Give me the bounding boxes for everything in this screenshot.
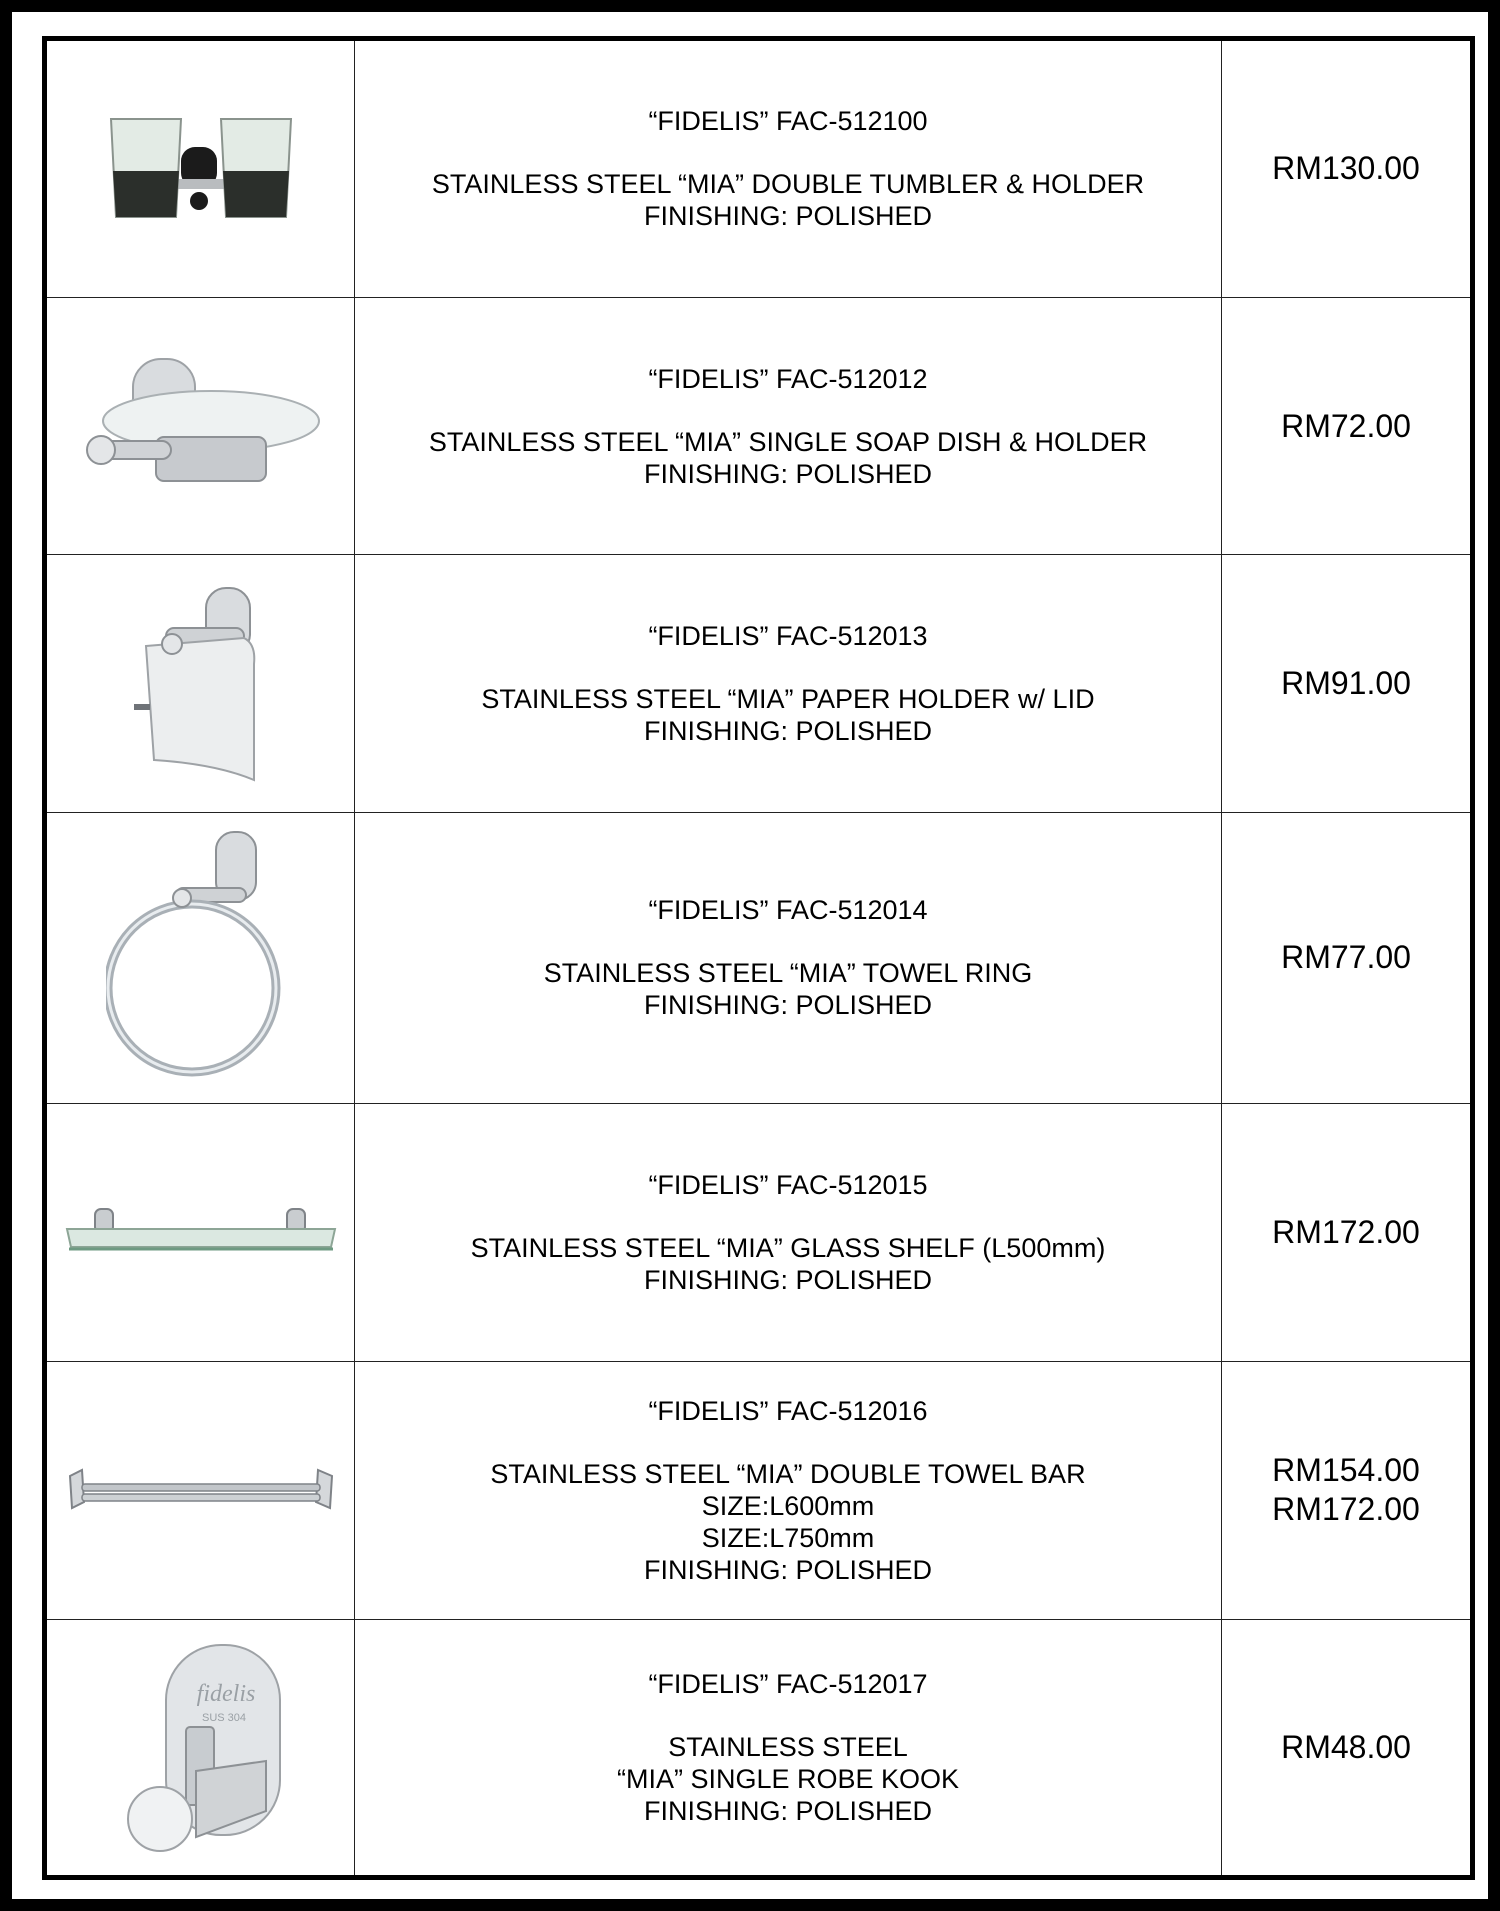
description-line: STAINLESS STEEL “MIA” DOUBLE TOWEL BAR: [490, 1458, 1086, 1489]
finishing-line: FINISHING: POLISHED: [643, 1796, 933, 1827]
product-price-cell: [1222, 1620, 1473, 1878]
description-line: STAINLESS STEEL “MIA” TOWEL RING: [543, 958, 1033, 989]
product-description-cell: [355, 1103, 1222, 1361]
description-line: STAINLESS STEEL “MIA” SINGLE SOAP DISH & HOLDER: [428, 426, 1148, 457]
price: RM77.00: [1281, 939, 1411, 976]
brand-logo-subtext: SUS 304: [201, 1711, 246, 1724]
robe-hook-image: [116, 1641, 286, 1855]
product-price-cell: [1222, 1361, 1473, 1620]
double-tumbler-holder-image: [101, 109, 301, 229]
table-row: [45, 1103, 1473, 1361]
price: RM72.00: [1281, 407, 1411, 444]
product-image-cell: [45, 1361, 355, 1620]
price: RM130.00: [1272, 150, 1420, 187]
product-description-cell: [355, 1620, 1222, 1878]
price: RM172.00: [1272, 1491, 1420, 1528]
catalog-page: [12, 12, 1488, 1899]
paper-holder-image: [126, 584, 276, 784]
product-image-cell: [45, 39, 355, 298]
product-code: “FIDELIS” FAC-512017: [648, 1669, 928, 1700]
description-line: “MIA” SINGLE ROBE KOOK: [616, 1764, 960, 1795]
product-image-cell: [45, 1620, 355, 1878]
product-image-cell: [45, 813, 355, 1104]
finishing-line: FINISHING: POLISHED: [643, 716, 933, 747]
product-price-cell: [1222, 39, 1473, 298]
product-code: “FIDELIS” FAC-512016: [648, 1395, 928, 1426]
description-line: STAINLESS STEEL: [668, 1732, 908, 1763]
price-list-table: [42, 36, 1475, 1880]
product-image-cell: [45, 1103, 355, 1361]
product-code: “FIDELIS” FAC-512013: [648, 621, 928, 652]
product-code: “FIDELIS” FAC-512012: [648, 363, 928, 394]
table-row: [45, 297, 1473, 555]
finishing-line: FINISHING: POLISHED: [643, 201, 933, 232]
description-line: STAINLESS STEEL “MIA” PAPER HOLDER w/ LID: [481, 684, 1095, 715]
description-line: STAINLESS STEEL “MIA” DOUBLE TUMBLER & HOLDER: [431, 169, 1145, 200]
product-description-cell: [355, 297, 1222, 555]
product-description-cell: [355, 39, 1222, 298]
price: RM172.00: [1272, 1213, 1420, 1250]
table-row: [45, 813, 1473, 1104]
product-description-cell: [355, 555, 1222, 813]
soap-dish-holder-image: [71, 351, 331, 501]
product-price-cell: [1222, 813, 1473, 1104]
description-line: STAINLESS STEEL “MIA” GLASS SHELF (L500mm): [470, 1232, 1106, 1263]
size-line: SIZE:L750mm: [701, 1522, 875, 1553]
brand-logo-text: fidelis: [196, 1680, 255, 1707]
product-image-cell: [45, 297, 355, 555]
table-row: [45, 1361, 1473, 1620]
table-row: [45, 1620, 1473, 1878]
price: RM154.00: [1272, 1452, 1420, 1489]
product-description-cell: [355, 813, 1222, 1104]
product-image-cell: [45, 555, 355, 813]
product-code: “FIDELIS” FAC-512015: [648, 1169, 928, 1200]
product-code: “FIDELIS” FAC-512100: [648, 106, 928, 137]
product-price-cell: [1222, 1103, 1473, 1361]
towel-ring-image: [106, 828, 296, 1088]
size-line: SIZE:L600mm: [701, 1490, 875, 1521]
glass-shelf-image: [61, 1207, 341, 1257]
product-description-cell: [355, 1361, 1222, 1620]
finishing-line: FINISHING: POLISHED: [643, 458, 933, 489]
finishing-line: FINISHING: POLISHED: [643, 1554, 933, 1585]
table-row: [45, 555, 1473, 813]
product-code: “FIDELIS” FAC-512014: [648, 895, 928, 926]
double-towel-bar-image: [66, 1468, 336, 1512]
price: RM91.00: [1281, 665, 1411, 702]
finishing-line: FINISHING: POLISHED: [643, 990, 933, 1021]
product-price-cell: [1222, 555, 1473, 813]
table-row: [45, 39, 1473, 298]
price: RM48.00: [1281, 1729, 1411, 1766]
finishing-line: FINISHING: POLISHED: [643, 1264, 933, 1295]
product-price-cell: [1222, 297, 1473, 555]
